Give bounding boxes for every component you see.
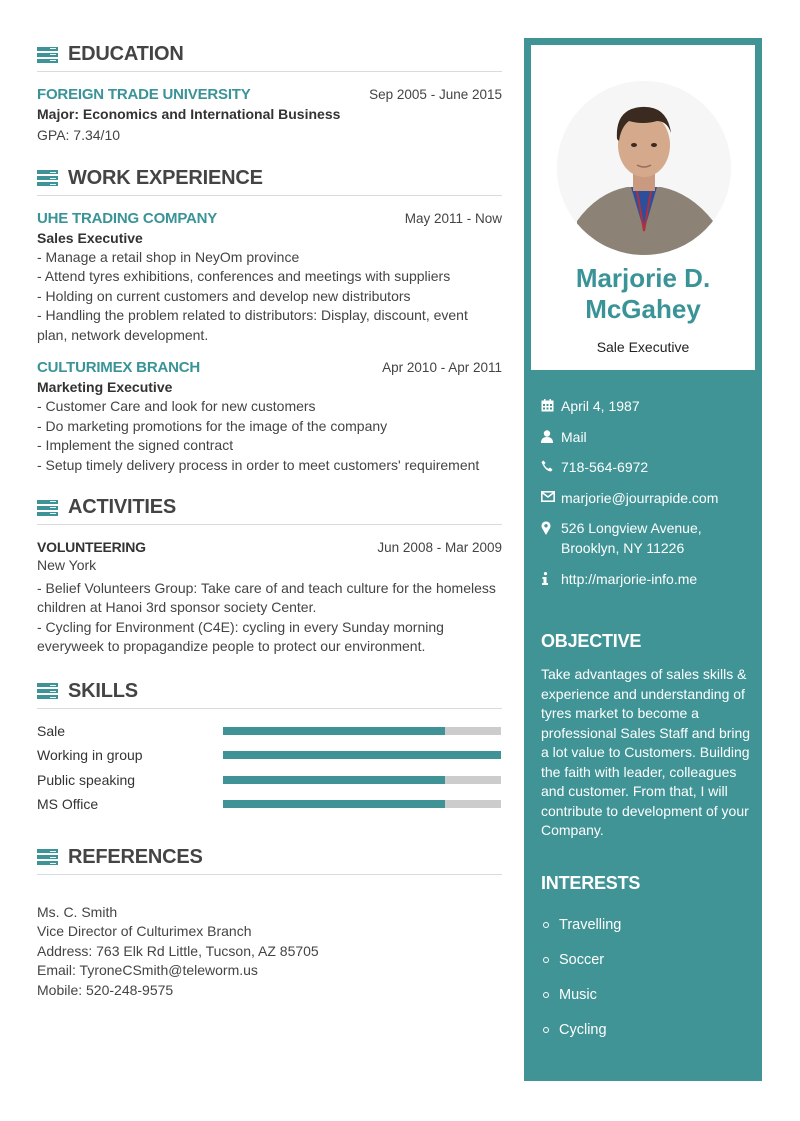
profile-job-title: Sale Executive [596,339,690,355]
activity-location: New York [37,557,97,573]
skills-section [37,675,502,817]
skills-list [37,719,502,817]
education-entry [37,86,502,146]
date-range: Sep 2005 - June 2015 [369,87,502,102]
skill-bar [223,727,501,735]
reference-block [37,889,502,1001]
skill-bar [223,776,501,784]
contact-birthday [541,396,751,416]
activity-line: - Belief Volunteers Group: Take care of and teach culture for the homeless children at Hanoi 3rd sponsor society Center. [37,579,496,615]
interest-label: Cycling [559,1021,607,1038]
section-title: EDUCATION [68,43,184,65]
date-range: Apr 2010 - Apr 2011 [382,360,502,375]
reference-email: Email: TyroneCSmith@teleworm.us [37,962,258,978]
gpa: GPA: 7.34/10 [37,127,121,143]
skill-name: Working in group [37,747,143,764]
duty-line: - Holding on current customers and develop new distributors [37,287,411,304]
activity-name: VOLUNTEERING [37,539,146,555]
contact-text: 526 Longview Avenue, Brooklyn, NY 11226 [561,520,702,556]
activities-section [37,491,502,657]
contact-website [541,569,751,589]
school-name: FOREIGN TRADE UNIVERSITY [37,86,251,103]
profile-card [531,45,755,370]
section-header [37,841,502,875]
skill-bar-fill [223,751,501,759]
circle-bullet-icon [543,992,549,998]
section-list-icon [37,170,58,186]
interests-list [541,907,751,1047]
circle-bullet-icon [543,957,549,963]
skill-row [37,743,502,768]
skill-row [37,792,502,817]
contact-text: marjorie@jourrapide.com [561,489,719,506]
section-title: ACTIVITIES [68,496,177,518]
contact-text: Mail [561,428,587,445]
interest-label: Soccer [559,951,605,968]
references-section [37,841,502,1001]
section-list-icon [37,849,58,865]
interest-item [541,1012,751,1047]
activity-entry [37,539,502,657]
company-name: UHE TRADING COMPANY [37,209,218,227]
contact-email [541,488,751,508]
objective-section [541,631,751,841]
contact-address [541,518,751,558]
duty-line: - Do marketing promotions for the image of the company [37,417,388,434]
skill-name: Public speaking [37,771,136,788]
interest-item [541,977,751,1012]
map-marker-icon [541,518,561,535]
contact-phone [541,457,751,477]
job-title: Sales Executive [37,229,143,246]
sidebar [524,38,762,1081]
skill-row [37,719,502,744]
phone-icon [541,457,561,472]
contact-list [541,396,751,599]
interests-section [541,873,751,1047]
duty-line: - Setup timely delivery process in order to meet customers' requirement [37,456,480,473]
interest-item [541,907,751,942]
reference-mobile: Mobile: 520-248-9575 [37,981,174,998]
duty-line: - Implement the signed contract [37,437,234,453]
work-experience-section [37,162,502,476]
section-header [37,675,502,709]
circle-bullet-icon [543,922,549,928]
objective-text: Take advantages of sales skills & experience and understanding of tyres market to become a professional Sales Staff and bring a lot value to Customers. Building the faith with leader, colleagues and customer. From that, I will contribute to development of your Company. [541,666,751,838]
interest-item [541,942,751,977]
skill-row [37,768,502,793]
section-title: WORK EXPERIENCE [68,166,263,189]
user-icon [541,427,561,443]
section-title: REFERENCES [68,845,203,868]
profile-name: Marjorie D. McGahey [575,263,711,324]
calendar-icon [541,396,561,412]
contact-text[interactable]: http://marjorie-info.me [561,570,698,587]
skill-bar [223,800,501,808]
reference-position: Vice Director of Culturimex Branch [37,923,252,939]
envelope-icon [541,488,561,502]
main-column [37,38,502,1000]
section-header [37,162,502,196]
activity-line: - Cycling for Environment (C4E): cycling in every Sunday morning everyweek to propagandize people to protect our environment. [37,618,444,654]
duty-line: - Handling the problem related to distributors: Display, discount, event plan, network development. [37,307,468,343]
date-range: May 2011 - Now [404,210,502,226]
section-title: SKILLS [68,679,138,702]
section-header [37,491,502,525]
skill-name: Sale [37,722,66,739]
info-icon [541,569,561,585]
date-range: Jun 2008 - Mar 2009 [377,540,502,555]
circle-bullet-icon [543,1027,549,1033]
job-entry [37,359,502,475]
duty-line: - Customer Care and look for new customers [37,398,316,414]
contact-text: 718-564-6972 [561,459,649,475]
job-entry [37,210,502,346]
skill-bar-fill [223,727,445,735]
contact-gender [541,427,751,447]
section-list-icon [37,47,58,63]
duty-line: - Manage a retail shop in NeyOm province [37,248,300,265]
contact-text: April 4, 1987 [561,398,640,414]
section-header [37,38,502,72]
job-title: Marketing Executive [37,379,173,395]
avatar [557,81,731,255]
company-name: CULTURIMEX BRANCH [37,359,200,376]
skill-bar-fill [223,800,445,808]
interest-label: Music [559,986,597,1003]
skill-bar [223,751,501,759]
duty-line: - Attend tyres exhibitions, conferences and meetings with suppliers [37,268,451,284]
objective-title: OBJECTIVE [541,631,642,651]
skill-name: MS Office [37,796,99,813]
education-section [37,38,502,146]
major: Major: Economics and International Business [37,106,341,122]
section-list-icon [37,683,58,699]
skill-bar-fill [223,776,445,784]
reference-address: Address: 763 Elk Rd Little, Tucson, AZ 85705 [37,942,319,959]
section-list-icon [37,500,58,516]
reference-name: Ms. C. Smith [37,903,118,920]
interest-label: Travelling [559,916,622,933]
interests-title: INTERESTS [541,873,641,893]
